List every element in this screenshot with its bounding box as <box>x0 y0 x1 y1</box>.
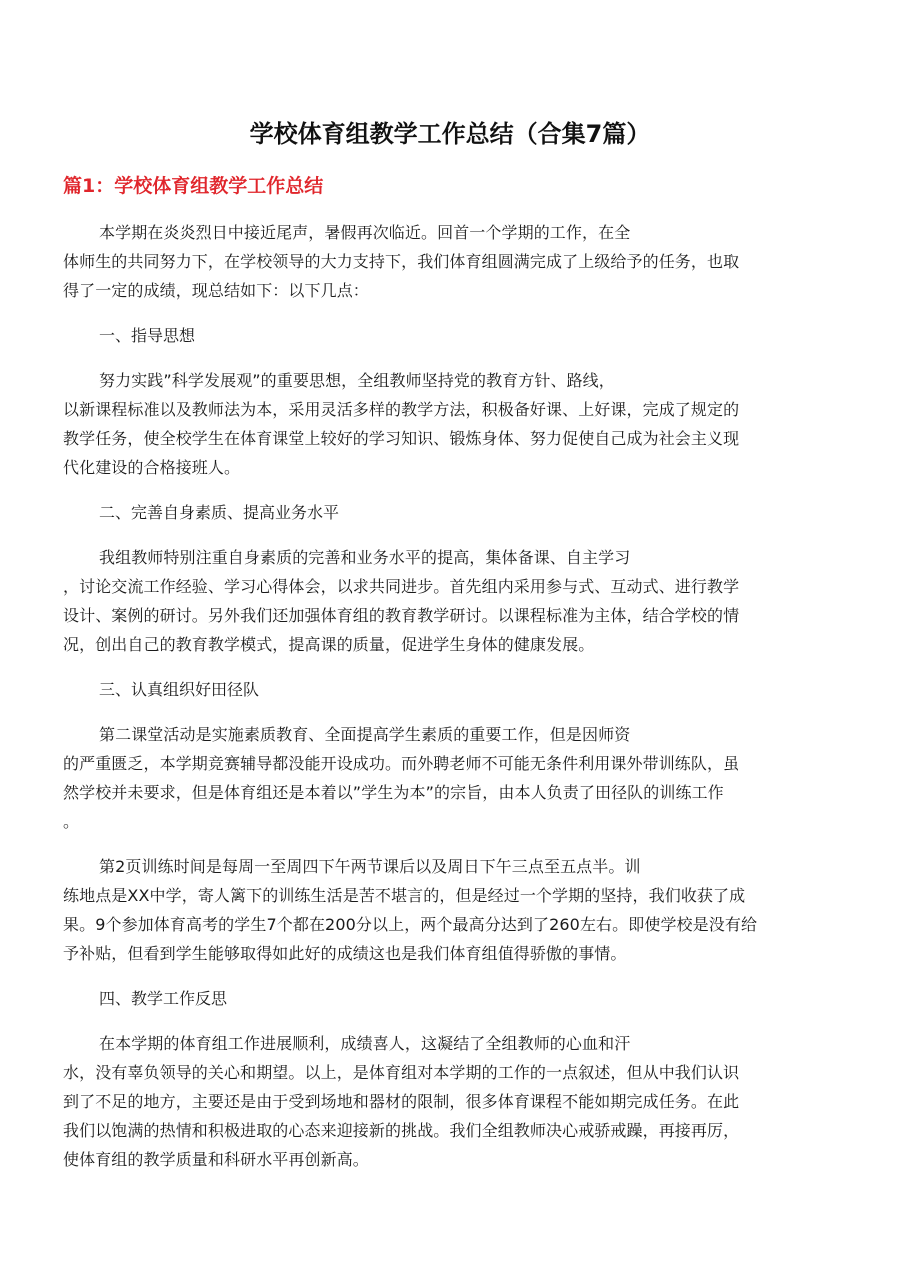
section-heading-teaching-reflection: 四、教学工作反思 <box>99 989 228 1008</box>
section-paragraph <box>63 543 843 659</box>
paragraph-line: 第2页训练时间是每周一至周四下午两节课后以及周日下午三点至五点半。训 <box>99 857 641 876</box>
document-body <box>63 218 843 1190</box>
paragraph-line: 教学任务，使全校学生在体育课堂上较好的学习知识、锻炼身体、努力促使自己成为社会主义现 <box>63 429 740 448</box>
paragraph-line: 练地点是XX中学，寄人篱下的训练生活是苦不堪言的，但是经过一个学期的坚持，我们收获了成 <box>63 886 746 905</box>
paragraph-line: 使体育组的教学质量和科研水平再创新高。 <box>63 1150 369 1169</box>
paragraph-line: 努力实践”科学发展观”的重要思想，全组教师坚持党的教育方针、路线， <box>99 371 615 390</box>
document-title: 学校体育组教学工作总结（合集7篇） <box>249 120 651 148</box>
section-paragraph <box>63 1029 843 1174</box>
paragraph-line: 。 <box>63 812 80 831</box>
section-paragraph <box>63 366 843 482</box>
section-heading-track-team: 三、认真组织好田径队 <box>99 680 260 699</box>
paragraph-line: 体师生的共同努力下，在学校领导的大力支持下，我们体育组圆满完成了上级给予的任务，也取 <box>63 252 740 271</box>
article-heading: 篇1：学校体育组教学工作总结 <box>63 175 324 197</box>
paragraph-line: 第二课堂活动是实施素质教育、全面提高学生素质的重要工作，但是因师资 <box>99 725 631 744</box>
paragraph-line: 我组教师特别注重自身素质的完善和业务水平的提高，集体备课、自主学习 <box>99 548 631 567</box>
paragraph-line: 的严重匮乏，本学期竞赛辅导都没能开设成功。而外聘老师不可能无条件利用课外带训练队，虽 <box>63 754 740 773</box>
section-paragraph <box>63 852 843 968</box>
paragraph-line: 设计、案例的研讨。另外我们还加强体育组的教育教学研讨。以课程标准为主体，结合学校的情 <box>63 606 740 625</box>
section-paragraph <box>63 720 843 836</box>
paragraph-line: 然学校并未要求，但是体育组还是本着以”学生为本”的宗旨，由本人负责了田径队的训练工作 <box>63 783 724 802</box>
paragraph-line: 本学期在炎炎烈日中接近尾声，暑假再次临近。回首一个学期的工作，在全 <box>99 223 631 242</box>
paragraph-line: 到了不足的地方，主要还是由于受到场地和器材的限制，很多体育课程不能如期完成任务。在此 <box>63 1092 740 1111</box>
section-heading-guiding-ideology: 一、指导思想 <box>99 326 196 345</box>
paragraph-line: 水，没有辜负领导的关心和期望。以上，是体育组对本学期的工作的一点叙述，但从中我们认识 <box>63 1063 740 1082</box>
section-heading-self-improvement: 二、完善自身素质、提高业务水平 <box>99 503 340 522</box>
paragraph-line: 得了一定的成绩，现总结如下：以下几点： <box>63 281 369 300</box>
intro-paragraph <box>63 218 843 305</box>
paragraph-line: 我们以饱满的热情和积极进取的心态来迎接新的挑战。我们全组教师决心戒骄戒躁，再接再厉， <box>63 1121 740 1140</box>
paragraph-line: 以新课程标准以及教师法为本，采用灵活多样的教学方法，积极备好课、上好课，完成了规定的 <box>63 400 740 419</box>
paragraph-line: 代化建设的合格接班人。 <box>63 458 241 477</box>
paragraph-line: 在本学期的体育组工作进展顺利，成绩喜人，这凝结了全组教师的心血和汗 <box>99 1034 631 1053</box>
paragraph-line: 况，创出自己的教育教学模式，提高课的质量，促进学生身体的健康发展。 <box>63 635 595 654</box>
paragraph-line: 果。9个参加体育高考的学生7个都在200分以上，两个最高分达到了260左右。即使学校是没有给 <box>63 915 758 934</box>
paragraph-line: 予补贴，但看到学生能够取得如此好的成绩这也是我们体育组值得骄傲的事情。 <box>63 944 627 963</box>
paragraph-line: ，讨论交流工作经验、学习心得体会，以求共同进步。首先组内采用参与式、互动式、进行教学 <box>63 577 740 596</box>
